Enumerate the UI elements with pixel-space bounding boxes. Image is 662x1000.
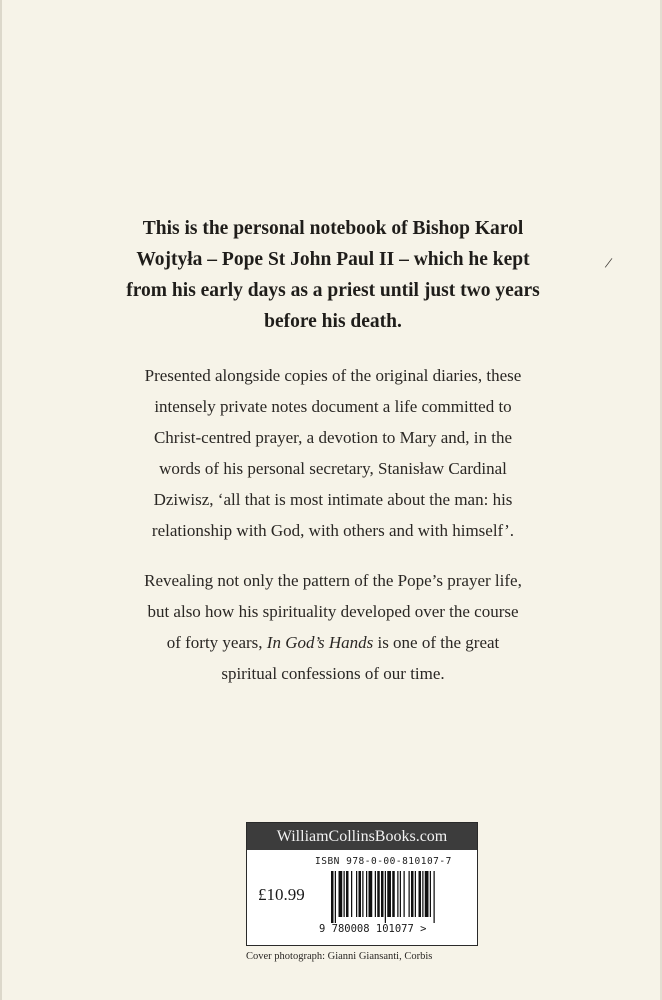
barcode-stripe xyxy=(400,871,401,917)
description-line: Presented alongside copies of the original diaries, these xyxy=(144,366,522,385)
barcode-stripe xyxy=(335,871,336,923)
description-line: intensely private notes document a life committed to xyxy=(154,397,512,416)
publisher-website: WilliamCollinsBooks.com xyxy=(247,823,477,850)
cover-photo-credit: Cover photograph: Gianni Giansanti, Corbis xyxy=(246,951,433,962)
closing-line: of forty years, xyxy=(166,633,263,652)
barcode-stripe xyxy=(356,871,357,917)
intro-paragraph xyxy=(110,213,556,337)
barcode-stripe xyxy=(409,871,410,917)
barcode-stripe xyxy=(375,871,376,917)
barcode-box xyxy=(246,822,478,946)
barcode-stripe xyxy=(430,871,431,917)
barcode-stripe xyxy=(339,871,343,917)
description-line: Christ-centred prayer, a devotion to Mary and, in the xyxy=(153,428,513,447)
closing-line: is one of the great xyxy=(377,633,500,652)
barcode-stripe xyxy=(331,871,334,923)
barcode-stripe xyxy=(369,871,373,917)
barcode-stripe xyxy=(415,871,416,917)
intro-line: before his death. xyxy=(264,311,402,332)
barcode-stripe xyxy=(381,871,384,917)
barcode-stripe xyxy=(344,871,345,917)
price-label: £10.99 xyxy=(258,885,305,904)
closing-line: but also how his spirituality developed over the course xyxy=(147,602,519,621)
barcode-digits: 9 780008 101077 > xyxy=(319,923,427,935)
barcode-stripe xyxy=(362,871,363,917)
barcode-stripe xyxy=(366,871,367,917)
closing-line: spiritual confessions of our time. xyxy=(221,664,445,683)
barcode-stripe xyxy=(425,871,429,917)
barcode-stripe xyxy=(404,871,405,917)
closing-line: Revealing not only the pattern of the Pope’s prayer life, xyxy=(144,571,522,590)
barcode-stripe xyxy=(419,871,422,917)
intro-line: from his early days as a priest until just two years xyxy=(126,280,540,301)
intro-line: Wojtyła – Pope St John Paul II – which he kept xyxy=(136,249,530,270)
left-page-edge xyxy=(0,0,2,1000)
isbn-label: ISBN 978-0-00-810107-7 xyxy=(315,856,452,867)
barcode-stripe xyxy=(346,871,349,917)
barcode-stripe xyxy=(392,871,395,917)
intro-line: This is the personal notebook of Bishop Karol xyxy=(142,218,524,239)
book-title: In God’s Hands xyxy=(266,633,374,652)
description-line: relationship with God, with others and with himself’. xyxy=(151,521,515,540)
description-paragraph xyxy=(116,360,550,546)
pencil-mark: / xyxy=(603,254,614,273)
barcode-bars xyxy=(331,871,471,923)
description-line: words of his personal secretary, Stanisław Cardinal xyxy=(159,459,507,478)
barcode-stripe xyxy=(377,871,380,917)
barcode-stripe xyxy=(434,871,435,923)
barcode-stripe xyxy=(359,871,362,917)
barcode-stripe xyxy=(385,871,386,923)
barcode-stripe xyxy=(387,871,391,917)
barcode-stripe xyxy=(351,871,352,917)
barcode-stripe xyxy=(411,871,414,917)
closing-paragraph xyxy=(116,565,550,689)
description-line: Dziwisz, ‘all that is most intimate about the man: his xyxy=(153,490,513,509)
barcode-stripe xyxy=(422,871,423,917)
barcode-stripe xyxy=(397,871,398,917)
